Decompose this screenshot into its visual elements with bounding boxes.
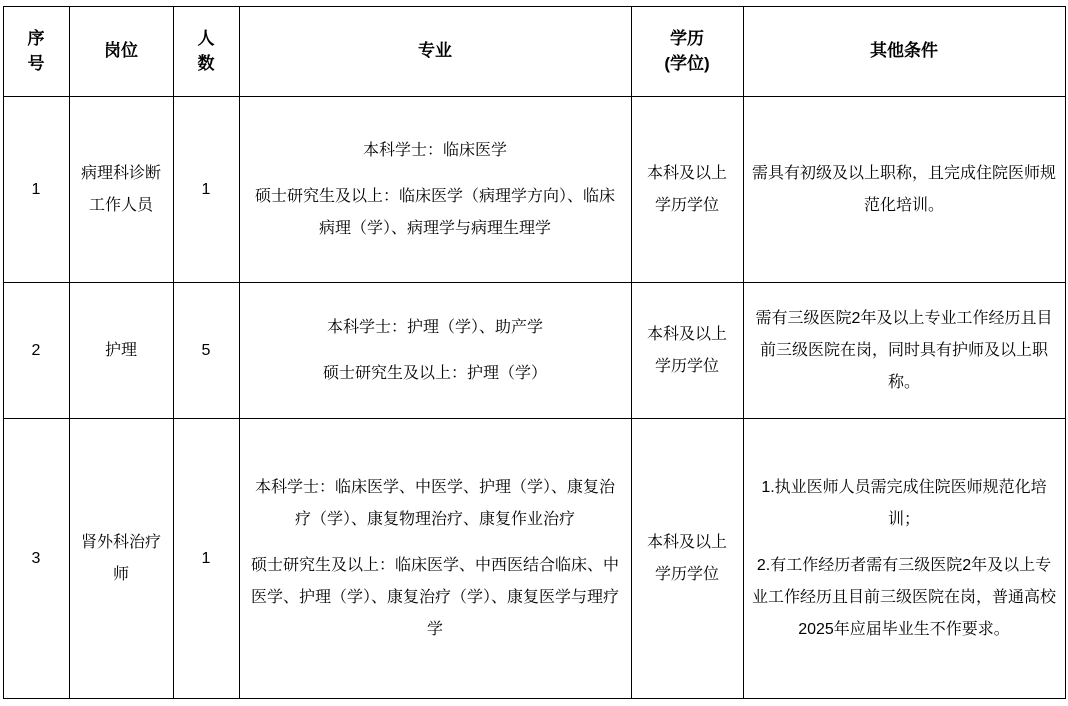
cell-position: 病理科诊断工作人员 bbox=[69, 97, 173, 283]
cell-serial-number: 2 bbox=[3, 283, 69, 419]
major-line: 硕士研究生及以上：临床医学、中西医结合临床、中医学、护理（学）、康复治疗（学）、康复医学与理疗学 bbox=[250, 556, 619, 638]
major-line: 硕士研究生及以上：护理（学） bbox=[322, 364, 547, 382]
column-header-major: 专业 bbox=[239, 7, 631, 97]
cell-headcount: 1 bbox=[173, 97, 239, 283]
cell-major bbox=[239, 97, 631, 283]
cell-education: 本科及以上学历学位 bbox=[631, 419, 743, 699]
cell-serial-number: 3 bbox=[3, 419, 69, 699]
cell-other-requirements bbox=[743, 419, 1065, 699]
cell-education: 本科及以上学历学位 bbox=[631, 283, 743, 419]
column-header-headcount: 人 数 bbox=[173, 7, 239, 97]
table-header bbox=[3, 7, 1065, 97]
other-line: 2.有工作经历者需有三级医院2年及以上专业工作经历且目前三级医院在岗，普通高校2025年应届毕业生不作要求。 bbox=[751, 556, 1056, 638]
major-line: 本科学士：临床医学 bbox=[362, 141, 507, 159]
column-header-position: 岗位 bbox=[69, 7, 173, 97]
cell-headcount: 1 bbox=[173, 419, 239, 699]
major-line: 本科学士：护理（学）、助产学 bbox=[326, 318, 543, 336]
column-header-serial-number: 序 号 bbox=[3, 7, 69, 97]
cell-major bbox=[239, 283, 631, 419]
cell-position: 肾外科治疗师 bbox=[69, 419, 173, 699]
cell-education: 本科及以上学历学位 bbox=[631, 97, 743, 283]
table-body bbox=[3, 97, 1065, 699]
table-row bbox=[3, 283, 1065, 419]
cell-other-requirements: 需具有初级及以上职称，且完成住院医师规范化培训。 bbox=[743, 97, 1065, 283]
major-line: 硕士研究生及以上：临床医学（病理学方向）、临床病理（学）、病理学与病理生理学 bbox=[254, 187, 615, 237]
cell-headcount: 5 bbox=[173, 283, 239, 419]
cell-major bbox=[239, 419, 631, 699]
major-line: 本科学士：临床医学、中医学、护理（学）、康复治疗（学）、康复物理治疗、康复作业治疗 bbox=[254, 478, 615, 528]
column-header-education: 学历 (学位) bbox=[631, 7, 743, 97]
cell-other-requirements: 需有三级医院2年及以上专业工作经历且目前三级医院在岗，同时具有护师及以上职称。 bbox=[743, 283, 1065, 419]
other-line: 1.执业医师人员需完成住院医师规范化培训； bbox=[761, 478, 1047, 528]
table-header-row bbox=[3, 7, 1065, 97]
table-row bbox=[3, 419, 1065, 699]
job-positions-table bbox=[3, 6, 1066, 699]
cell-serial-number: 1 bbox=[3, 97, 69, 283]
cell-position: 护理 bbox=[69, 283, 173, 419]
column-header-other-requirements: 其他条件 bbox=[743, 7, 1065, 97]
table-row bbox=[3, 97, 1065, 283]
